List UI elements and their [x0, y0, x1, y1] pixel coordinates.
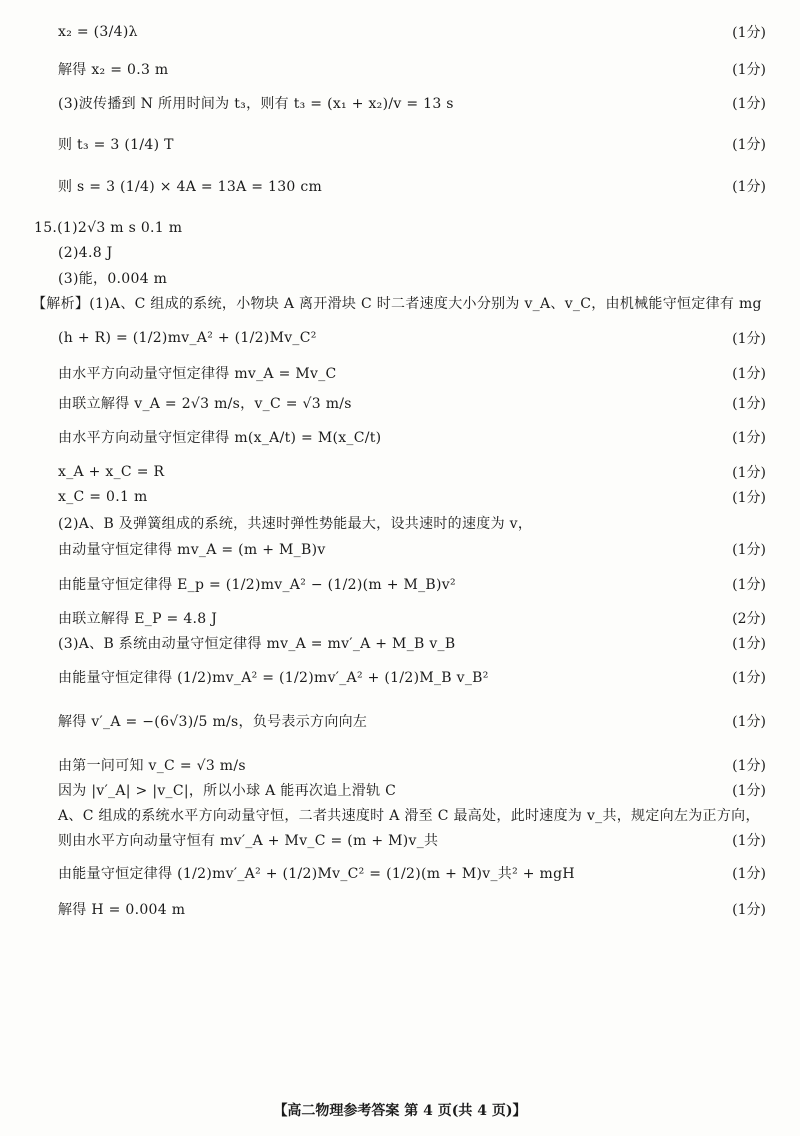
score-label: (1分)	[732, 577, 766, 593]
score-label: (1分)	[732, 490, 766, 506]
page-footer: 【高二物理参考答案 第 4 页(共 4 页)】	[273, 1103, 527, 1119]
line-text: (2)A、B 及弹簧组成的系统，共速时弹性势能最大，设共速时的速度为 v，	[58, 516, 533, 532]
line-21	[0, 665, 800, 689]
line-20	[0, 631, 800, 655]
line-text: 由动量守恒定律得 mv_A = (m + M_B)v	[58, 542, 326, 558]
line-18	[0, 572, 800, 596]
line-27	[0, 861, 800, 885]
line-22	[0, 709, 800, 733]
line-text: (3)能，0.004 m	[58, 271, 168, 287]
line-text: 则 s = 3 (1/4) × 4A = 13A = 130 cm	[58, 179, 323, 195]
line-text: 则由水平方向动量守恒有 mv′_A + Mv_C = (m + M)v_共	[58, 833, 439, 849]
line-text: 由联立解得 E_P = 4.8 J	[58, 611, 218, 627]
line-1	[0, 20, 800, 44]
line-14	[0, 460, 800, 484]
line-text: 解得 v′_A = −(6√3)/5 m/s，负号表示方向向左	[58, 714, 368, 730]
score-label: (1分)	[732, 137, 766, 153]
score-label: (1分)	[732, 179, 766, 195]
line-text: 由能量守恒定律得 (1/2)mv′_A² + (1/2)Mv_C² = (1/2)(m + M)v_共² + mgH	[58, 866, 575, 882]
line-text: 解得 x₂ = 0.3 m	[58, 62, 169, 78]
score-label: (1分)	[732, 96, 766, 112]
line-4	[0, 132, 800, 156]
score-label: (1分)	[732, 758, 766, 774]
line-text: (3)波传播到 N 所用时间为 t₃，则有 t₃ = (x₁ + x₂)/v = 13 s	[58, 96, 454, 112]
score-label: (1分)	[732, 430, 766, 446]
line-12	[0, 391, 800, 415]
line-text: 解得 H = 0.004 m	[58, 902, 186, 918]
answer-15-2	[0, 241, 800, 265]
score-label: (1分)	[732, 833, 766, 849]
score-label: (1分)	[732, 783, 766, 799]
answer-15-1	[0, 216, 800, 240]
line-5	[0, 174, 800, 198]
line-text: 由能量守恒定律得 E_p = (1/2)mv_A² − (1/2)(m + M_B)v²	[58, 577, 456, 593]
line-text: 因为 |v′_A| > |v_C|，所以小球 A 能再次追上滑轨 C	[58, 783, 397, 799]
line-text: 【解析】(1)A、C 组成的系统，小物块 A 离开滑块 C 时二者速度大小分别为 v_A、v_C，由机械能守恒定律有 mg	[32, 296, 762, 312]
line-text: x_C = 0.1 m	[58, 489, 148, 505]
line-text: (h + R) = (1/2)mv_A² + (1/2)Mv_C²	[58, 330, 317, 346]
score-label: (2分)	[732, 611, 766, 627]
line-28	[0, 897, 800, 921]
line-text: 15.(1)2√3 m s 0.1 m	[34, 220, 183, 236]
score-label: (1分)	[732, 636, 766, 652]
score-label: (1分)	[732, 670, 766, 686]
score-label: (1分)	[732, 25, 766, 41]
line-24	[0, 778, 800, 802]
line-text: 则 t₃ = 3 (1/4) T	[58, 137, 174, 153]
score-label: (1分)	[732, 331, 766, 347]
score-label: (1分)	[732, 396, 766, 412]
line-13	[0, 425, 800, 449]
line-text: (3)A、B 系统由动量守恒定律得 mv_A = mv′_A + M_B v_B	[58, 636, 456, 652]
line-text: 由联立解得 v_A = 2√3 m/s，v_C = √3 m/s	[58, 396, 352, 412]
line-16	[0, 511, 800, 535]
line-17	[0, 537, 800, 561]
line-text: 由第一问可知 v_C = √3 m/s	[58, 758, 246, 774]
score-label: (1分)	[732, 465, 766, 481]
score-label: (1分)	[732, 714, 766, 730]
score-label: (1分)	[732, 866, 766, 882]
analysis-header	[0, 291, 800, 315]
line-text: 由水平方向动量守恒定律得 m(x_A/t) = M(x_C/t)	[58, 430, 382, 446]
answer-15-3	[0, 266, 800, 290]
line-19	[0, 606, 800, 630]
line-23	[0, 753, 800, 777]
line-text: A、C 组成的系统水平方向动量守恒，二者共速度时 A 滑至 C 最高处，此时速度为 v_共，规定向左为正方向，	[58, 808, 760, 824]
line-26	[0, 828, 800, 852]
line-3	[0, 91, 800, 115]
line-text: x₂ = (3/4)λ	[58, 24, 138, 40]
score-label: (1分)	[732, 542, 766, 558]
line-text: x_A + x_C = R	[58, 464, 165, 480]
line-15	[0, 485, 800, 509]
line-10	[0, 326, 800, 350]
line-2	[0, 57, 800, 81]
score-label: (1分)	[732, 62, 766, 78]
line-text: 由能量守恒定律得 (1/2)mv_A² = (1/2)mv′_A² + (1/2)M_B v_B²	[58, 670, 489, 686]
line-25	[0, 803, 800, 827]
line-text: 由水平方向动量守恒定律得 mv_A = Mv_C	[58, 366, 337, 382]
line-text: (2)4.8 J	[58, 245, 113, 261]
line-11	[0, 361, 800, 385]
score-label: (1分)	[732, 902, 766, 918]
score-label: (1分)	[732, 366, 766, 382]
